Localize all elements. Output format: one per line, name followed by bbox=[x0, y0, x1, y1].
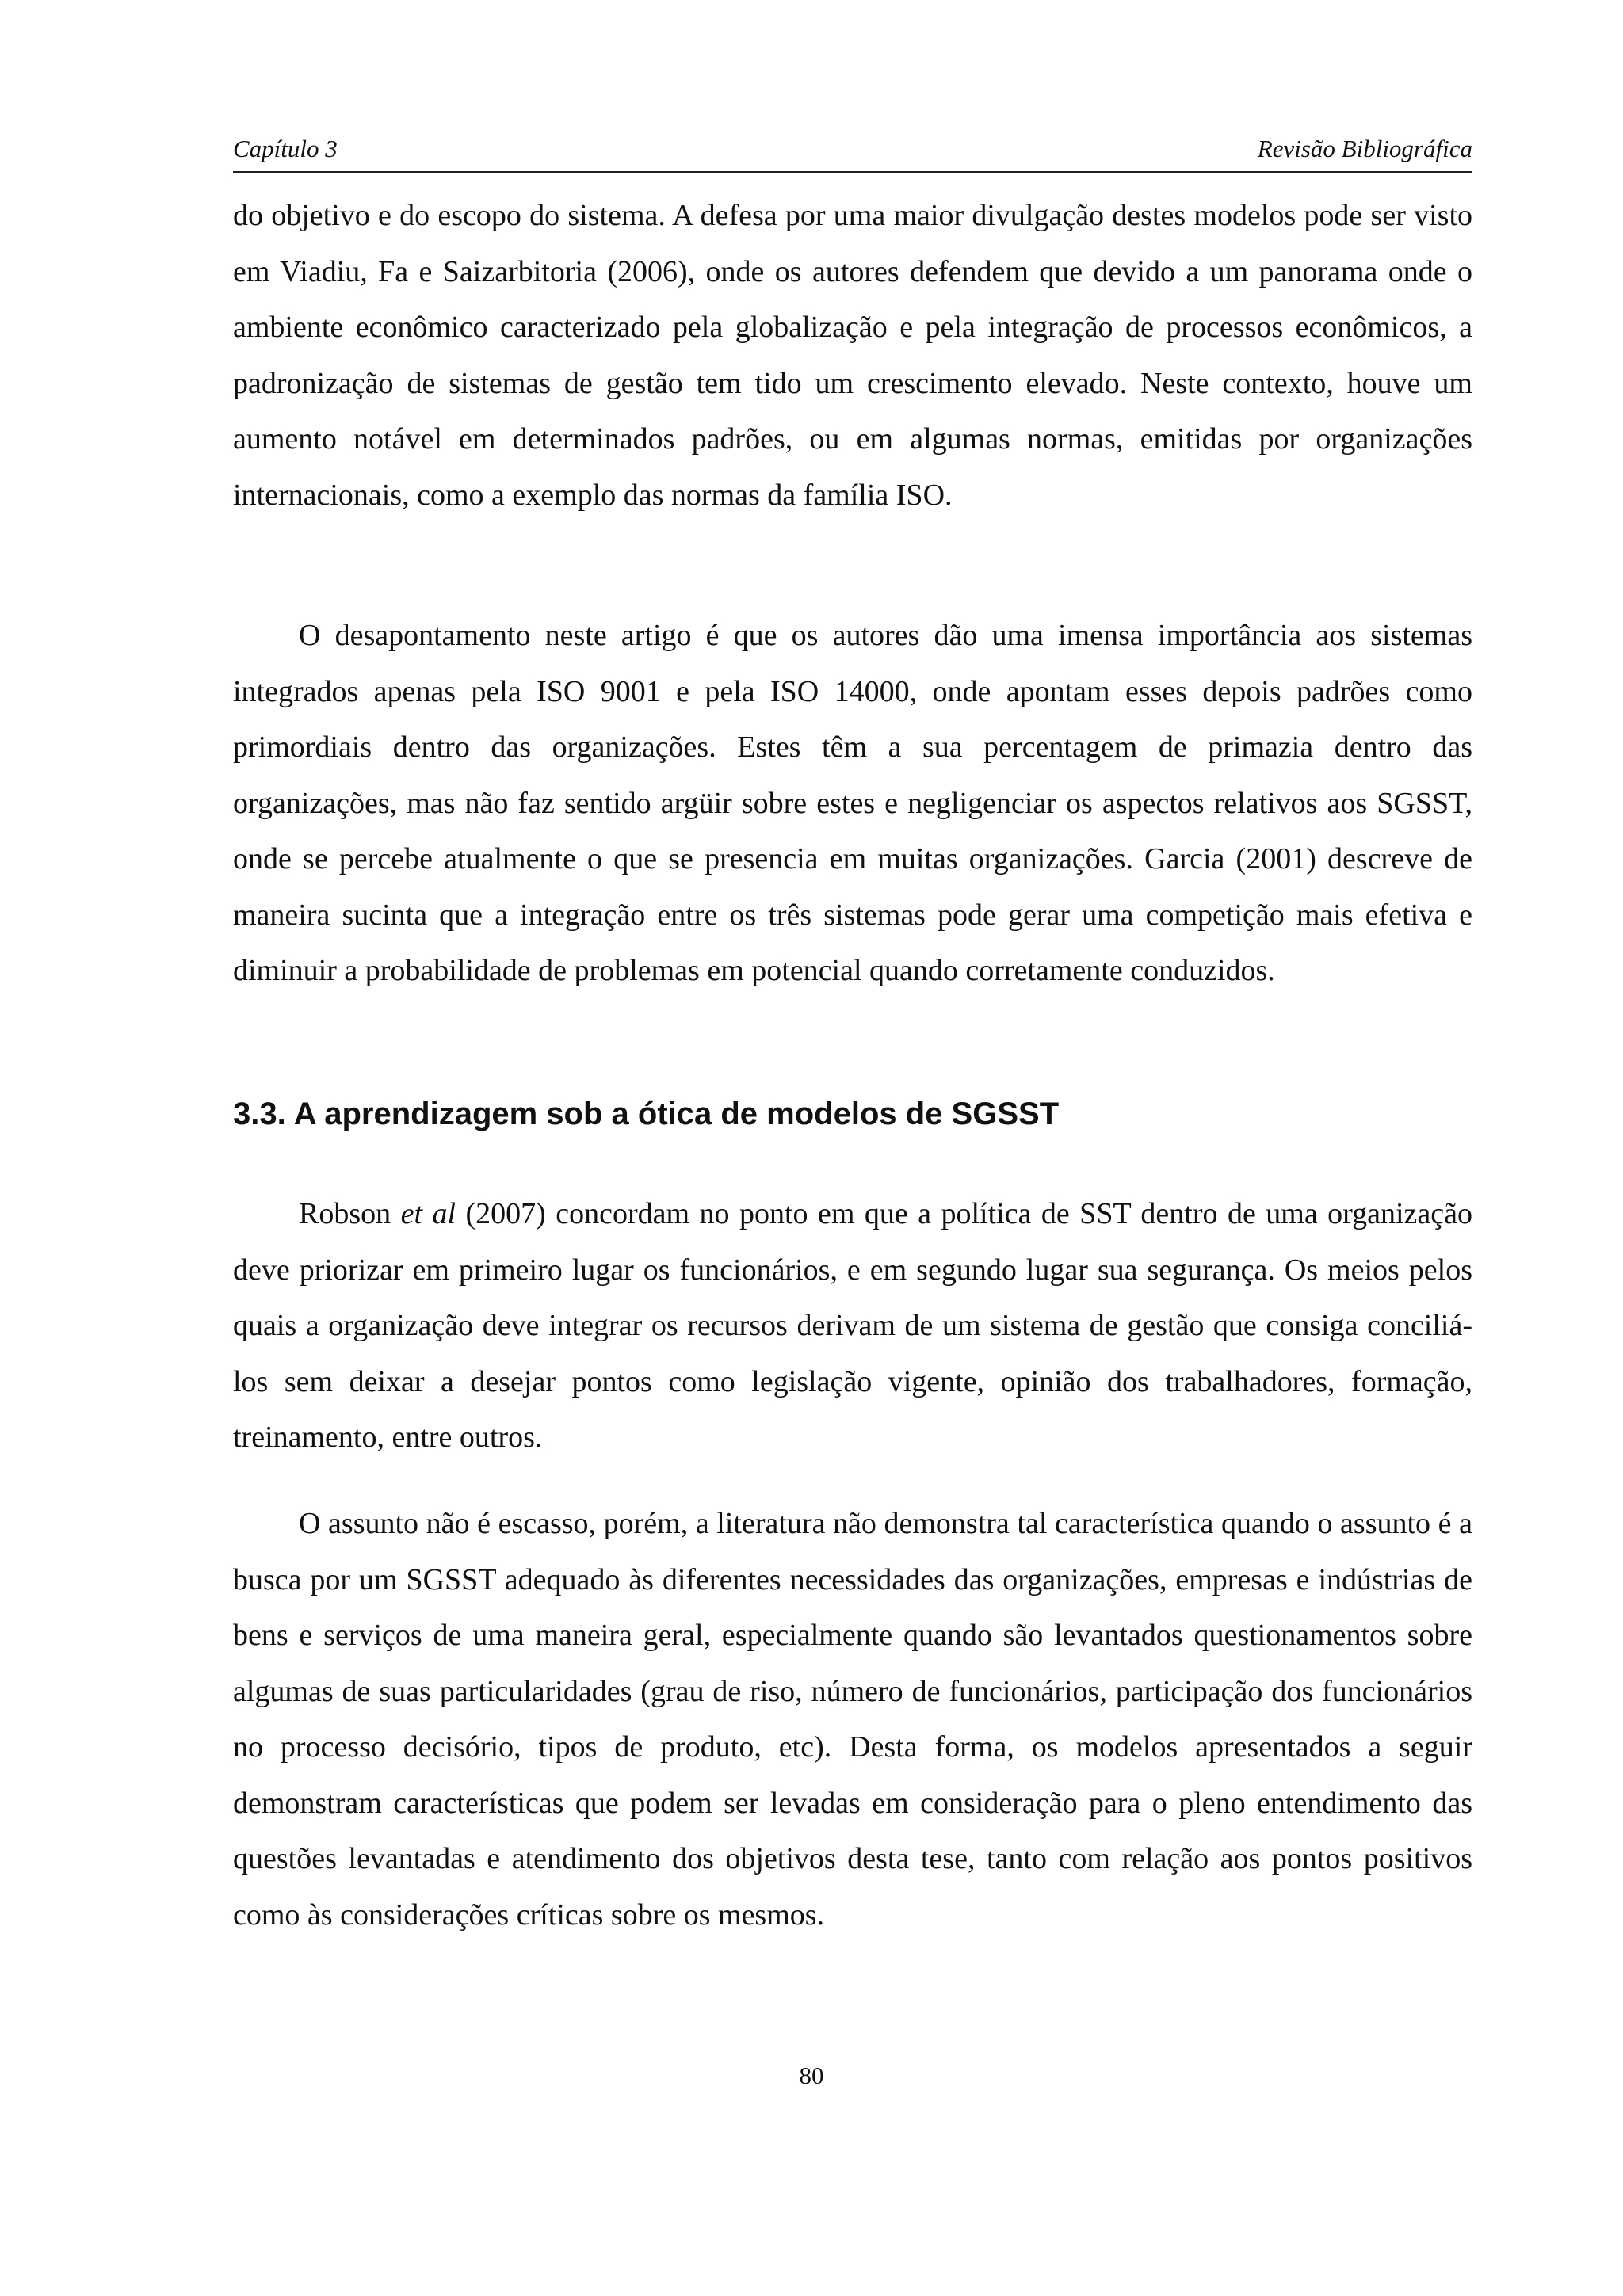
citation-et-al: et al bbox=[400, 1197, 456, 1230]
section-title: A aprendizagem sob a ótica de modelos de SGSST bbox=[293, 1097, 1060, 1131]
running-header bbox=[233, 130, 1472, 173]
header-section-title: Revisão Bibliográfica bbox=[1257, 135, 1472, 162]
section-heading bbox=[233, 1092, 1059, 1136]
page-number: 80 bbox=[799, 2061, 824, 2089]
paragraph-robson bbox=[233, 1186, 1472, 1466]
paragraph-continuation: do objetivo e do escopo do sistema. A defesa por uma maior divulgação destes modelos pode ser visto em Viadiu, Fa e Saizarbitoria (2006), onde os autores defendem que devido a um panorama onde o ambiente econômico caracterizado pela globalização e pela integração de processos econômicos, a padronização de sistemas de gestão tem tido um crescimento elevado. Neste contexto, houve um aumento notável em determinados padrões, ou em algumas normas, emitidas por organizações internacionais, como a exemplo das normas da família ISO. bbox=[233, 199, 1472, 512]
paragraph-assunto: O assunto não é escasso, porém, a literatura não demonstra tal característica quando o assunto é a busca por um SGSST adequado às diferentes necessidades das organizações, empresas e indústrias de bens e serviços de uma maneira geral, especialmente quando são levantados questionamentos sobre algumas de suas particularidades (grau de riso, número de funcionários, participação dos funcionários no processo decisório, tipos de produto, etc). Desta forma, os modelos apresentados a seguir demonstram características que podem ser levadas em consideração para o pleno entendimento das questões levantadas e atendimento dos objetivos desta tese, tanto com relação aos pontos positivos como às considerações críticas sobre os mesmos. bbox=[233, 1507, 1472, 1932]
paragraph-robson-text-rest: (2007) concordam no ponto em que a política de SST dentro de uma organização deve priorizar em primeiro lugar os funcionários, e em segundo lugar sua segurança. Os meios pelos quais a organização deve integrar os recursos derivam de um sistema de gestão que consiga conciliá-los sem deixar a desejar pontos como legislação vigente, opinião dos trabalhadores, formação, treinamento, entre outros. bbox=[233, 1197, 1472, 1454]
section-number: 3.3. bbox=[233, 1097, 286, 1131]
header-chapter: Capítulo 3 bbox=[233, 135, 338, 162]
paragraph-desapontamento: O desapontamento neste artigo é que os autores dão uma imensa importância aos sistemas integrados apenas pela ISO 9001 e pela ISO 14000, onde apontam esses depois padrões como primordiais dentro das organizações. Estes têm a sua percentagem de primazia dentro das organizações, mas não faz sentido argüir sobre estes e negligenciar os aspectos relativos aos SGSST, onde se percebe atualmente o que se presencia em muitas organizações. Garcia (2001) descreve de maneira sucinta que a integração entre os três sistemas pode gerar uma competição mais efetiva e diminuir a probabilidade de problemas em potencial quando corretamente conduzidos. bbox=[233, 619, 1472, 987]
paragraph-robson-text-start: Robson bbox=[299, 1197, 401, 1230]
